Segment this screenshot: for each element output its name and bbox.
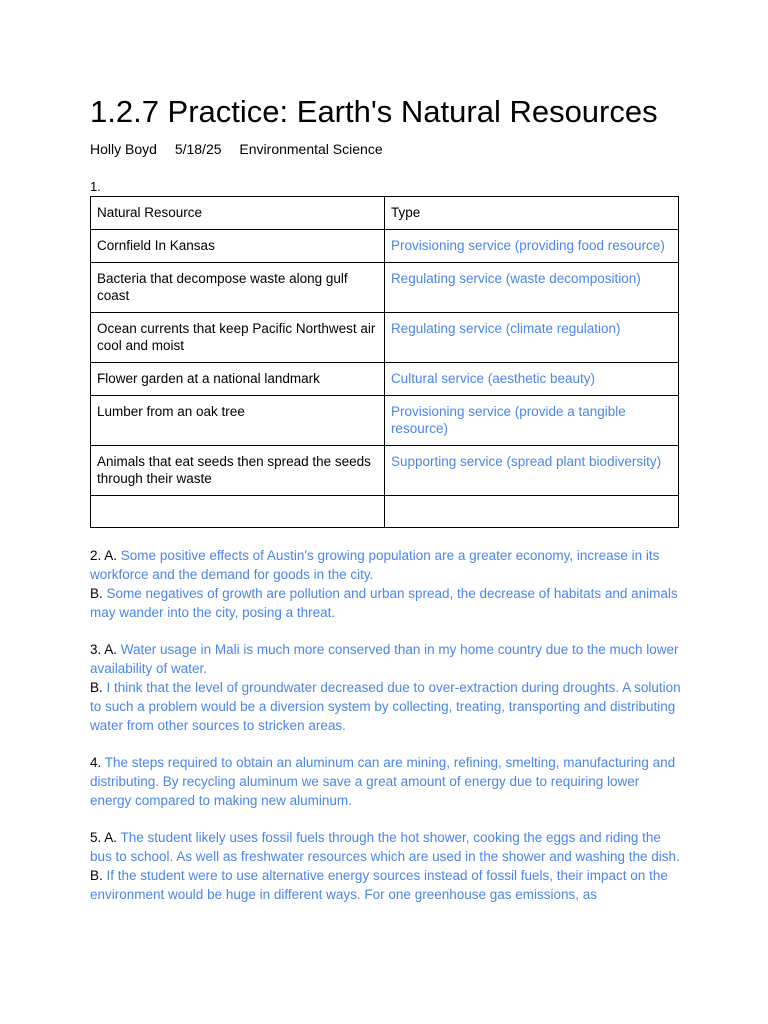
table-row xyxy=(91,313,679,363)
answer-2a xyxy=(90,546,682,584)
resource-cell: Cornfield In Kansas xyxy=(91,230,385,263)
type-cell: Provisioning service (provide a tangible resource) xyxy=(384,396,678,446)
resource-cell xyxy=(91,496,385,528)
submission-date: 5/18/25 xyxy=(174,141,222,157)
answer-4 xyxy=(90,753,682,810)
resource-cell: Animals that eat seeds then spread the seeds through their waste xyxy=(91,446,385,496)
spacer xyxy=(90,810,682,828)
resource-cell: Lumber from an oak tree xyxy=(91,396,385,446)
resources-table xyxy=(90,196,679,528)
resource-cell: Bacteria that decompose waste along gulf coast xyxy=(91,263,385,313)
answers-section xyxy=(90,546,682,904)
header-type: Type xyxy=(384,197,678,230)
answer-label: 2. A. xyxy=(90,548,118,563)
answer-5b xyxy=(90,866,682,904)
table-row xyxy=(91,396,679,446)
answer-text: Some negatives of growth are pollution and urban spread, the decrease of habitats and animals may wander into the city, posing a threat. xyxy=(90,586,678,620)
author-name: Holly Boyd xyxy=(90,141,157,157)
answer-label: 3. A. xyxy=(90,642,118,657)
type-cell: Regulating service (waste decomposition) xyxy=(384,263,678,313)
answer-label: 4. xyxy=(90,755,102,770)
table-row xyxy=(91,446,679,496)
type-cell xyxy=(384,496,678,528)
answer-label: B. xyxy=(90,680,103,695)
answer-label: 5. A. xyxy=(90,830,118,845)
type-cell: Provisioning service (providing food resource) xyxy=(384,230,678,263)
table-header-row xyxy=(91,197,679,230)
type-cell: Supporting service (spread plant biodiversity) xyxy=(384,446,678,496)
table-row xyxy=(91,363,679,396)
answer-text: The student likely uses fossil fuels through the hot shower, cooking the eggs and riding the bus to school. As well as freshwater resources which are used in the shower and washing the dish. xyxy=(90,830,680,864)
answer-label: B. xyxy=(90,586,103,601)
spacer xyxy=(90,735,682,753)
page-title: 1.2.7 Practice: Earth's Natural Resources xyxy=(90,94,658,129)
type-cell: Cultural service (aesthetic beauty) xyxy=(384,363,678,396)
answer-text: I think that the level of groundwater decreased due to over-extraction during droughts. A solution to such a problem would be a diversion system by collecting, treating, transporting and distributing water from other sources to stricken areas. xyxy=(90,680,681,733)
table-row xyxy=(91,230,679,263)
table-row-empty xyxy=(91,496,679,528)
question-1-number: 1. xyxy=(90,179,101,194)
answer-label: B. xyxy=(90,868,103,883)
header-natural-resource: Natural Resource xyxy=(91,197,385,230)
spacer xyxy=(90,622,682,640)
answer-text: If the student were to use alternative energy sources instead of fossil fuels, their impact on the environment would be huge in different ways. For one greenhouse gas emissions, as xyxy=(90,868,668,902)
resource-cell: Flower garden at a national landmark xyxy=(91,363,385,396)
answer-2b xyxy=(90,584,682,622)
answer-3b xyxy=(90,678,682,735)
resource-cell: Ocean currents that keep Pacific Northwest air cool and moist xyxy=(91,313,385,363)
type-cell: Regulating service (climate regulation) xyxy=(384,313,678,363)
answer-text: Some positive effects of Austin's growing population are a greater economy, increase in its workforce and the demand for goods in the city. xyxy=(90,548,660,582)
answer-text: Water usage in Mali is much more conserved than in my home country due to the much lower availability of water. xyxy=(90,642,679,676)
answer-3a xyxy=(90,640,682,678)
header-meta xyxy=(90,140,397,158)
course-name: Environmental Science xyxy=(239,141,383,157)
answer-5a xyxy=(90,828,682,866)
answer-text: The steps required to obtain an aluminum can are mining, refining, smelting, manufacturing and distributing. By recycling aluminum we save a great amount of energy due to requiring lower energy compared to making new aluminum. xyxy=(90,755,676,808)
table-row xyxy=(91,263,679,313)
